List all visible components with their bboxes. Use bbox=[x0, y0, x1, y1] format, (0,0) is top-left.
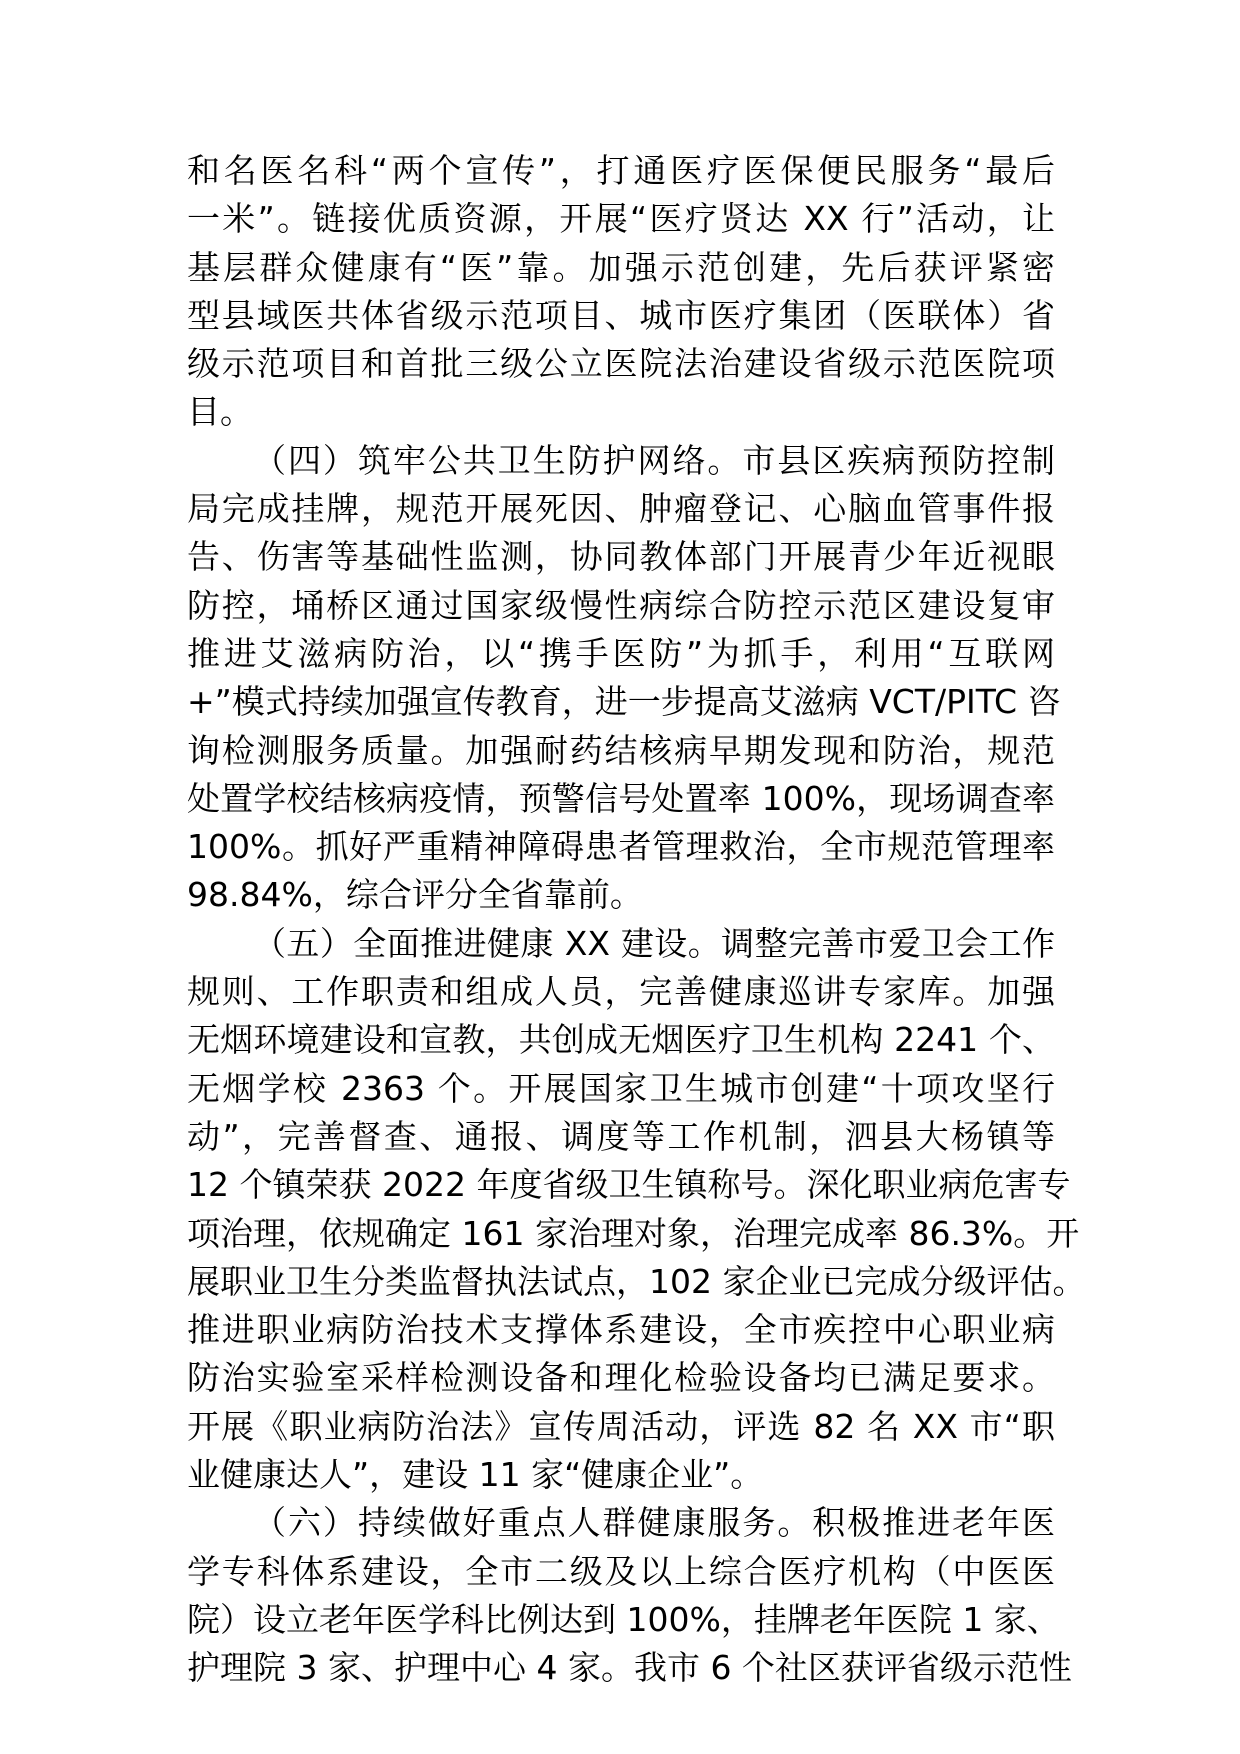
text-line: 12 个镇荣获 2022 年度省级卫生镇称号。深化职业病危害专 bbox=[187, 1165, 1071, 1205]
text-line: 无烟学校 2363 个。开展国家卫生城市创建“十项攻坚行 bbox=[187, 1068, 1055, 1108]
text-line: 院）设立老年医学科比例达到 100%，挂牌老年医院 1 家、 bbox=[187, 1599, 1060, 1639]
text-line: 规则、工作职责和组成人员，完善健康巡讲专家库。加强 bbox=[187, 972, 1055, 1012]
text-line: 告、伤害等基础性监测，协同教体部门开展青少年近视眼 bbox=[187, 537, 1055, 577]
text-line: 98.84%，综合评分全省靠前。 bbox=[187, 875, 643, 915]
text-line: 业健康达人”，建设 11 家“健康企业”。 bbox=[187, 1455, 764, 1495]
text-line: 推进职业病防治技术支撑体系建设，全市疾控中心职业病 bbox=[187, 1310, 1055, 1350]
text-line: 项治理，依规确定 161 家治理对象，治理完成率 86.3%。开 bbox=[187, 1213, 1080, 1253]
text-line: 推进艾滋病防治，以“携手医防”为抓手，利用“互联网 bbox=[187, 633, 1055, 673]
section-heading-6: （六）持续做好重点人群健康服务。积极推进老年医 bbox=[253, 1503, 1055, 1543]
text-line: 目。 bbox=[187, 392, 253, 432]
text-line: 学专科体系建设，全市二级及以上综合医疗机构（中医医 bbox=[187, 1551, 1055, 1591]
text-line: 基层群众健康有“医”靠。加强示范创建，先后获评紧密 bbox=[187, 247, 1055, 287]
text-line: 级示范项目和首批三级公立医院法治建设省级示范医院项 bbox=[187, 344, 1055, 384]
text-line: 动”，完善督查、通报、调度等工作机制，泗县大杨镇等 bbox=[187, 1116, 1055, 1156]
body-text bbox=[187, 147, 1086, 1693]
text-line: 一米”。链接优质资源，开展“医疗贤达 XX 行”活动，让 bbox=[187, 199, 1055, 239]
text-line: 型县域医共体省级示范项目、城市医疗集团（医联体）省 bbox=[187, 295, 1055, 335]
text-line: 防控，埇桥区通过国家级慢性病综合防控示范区建设复审 bbox=[187, 585, 1055, 625]
text-line: 100%。抓好严重精神障碍患者管理救治，全市规范管理率 bbox=[187, 827, 1055, 867]
section-heading-5: （五）全面推进健康 XX 建设。调整完善市爱卫会工作 bbox=[253, 923, 1055, 963]
text-line: 处置学校结核病疫情，预警信号处置率 100%，现场调查率 bbox=[187, 778, 1055, 818]
text-line: 护理院 3 家、护理中心 4 家。我市 6 个社区获评省级示范性 bbox=[187, 1648, 1072, 1688]
text-line: +”模式持续加强宣传教育，进一步提高艾滋病 VCT/PITC 咨 bbox=[187, 682, 1061, 722]
text-line: 局完成挂牌，规范开展死因、肿瘤登记、心脑血管事件报 bbox=[187, 489, 1055, 529]
text-line: 无烟环境建设和宣教，共创成无烟医疗卫生机构 2241 个、 bbox=[187, 1020, 1055, 1060]
section-heading-4: （四）筑牢公共卫生防护网络。市县区疾病预防控制 bbox=[253, 440, 1055, 480]
text-line: 和名医名科“两个宣传”，打通医疗医保便民服务“最后 bbox=[187, 151, 1055, 190]
text-line: 开展《职业病防治法》宣传周活动，评选 82 名 XX 市“职 bbox=[187, 1406, 1055, 1446]
text-line: 防治实验室采样检测设备和理化检验设备均已满足要求。 bbox=[187, 1358, 1055, 1398]
text-line: 展职业卫生分类监督执法试点，102 家企业已完成分级评估。 bbox=[187, 1261, 1086, 1301]
text-line: 询检测服务质量。加强耐药结核病早期发现和防治，规范 bbox=[187, 730, 1055, 770]
